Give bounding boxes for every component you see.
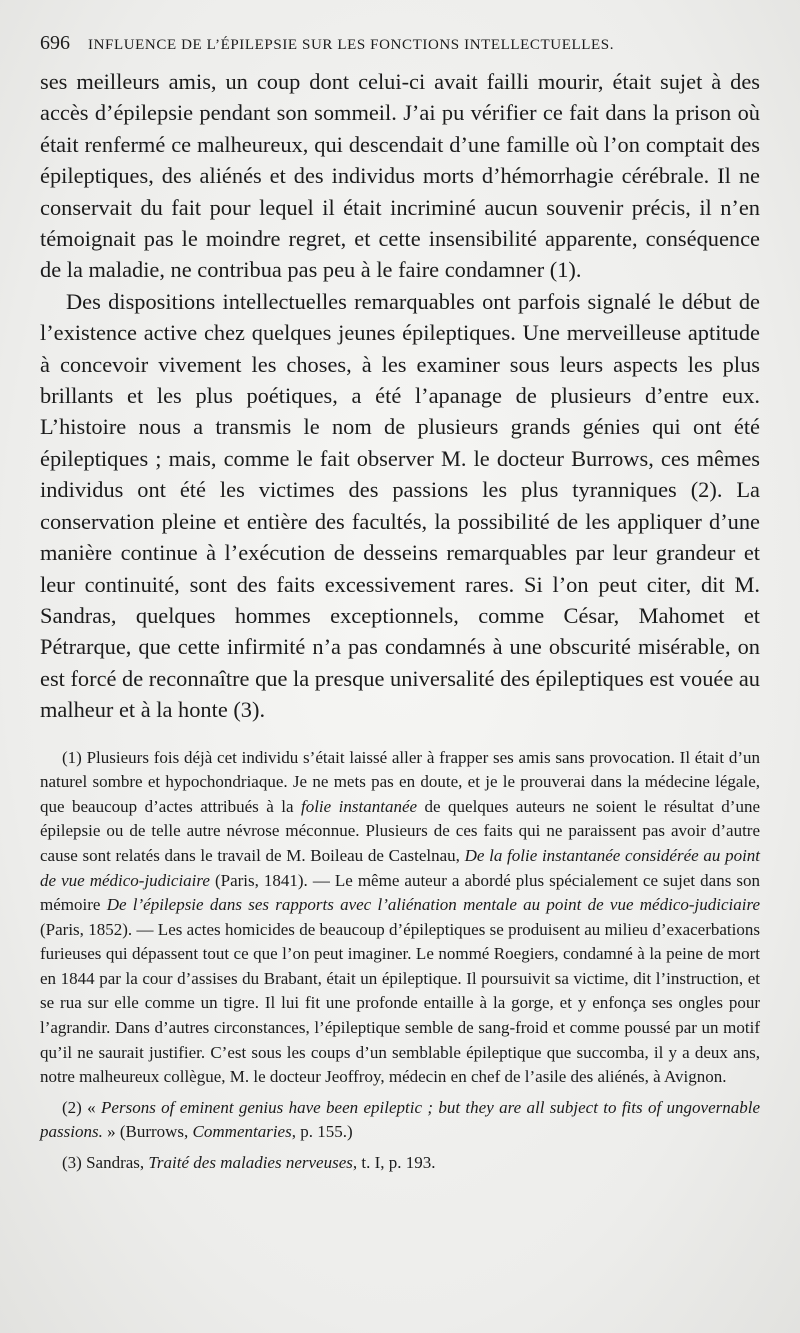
page-number: 696 — [40, 32, 70, 54]
body-text — [40, 66, 760, 726]
running-title: INFLUENCE DE L’ÉPILEPSIE SUR LES FONCTIONS INTELLECTUELLES. — [88, 37, 615, 53]
paragraph: ses meilleurs amis, un coup dont celui-ci avait failli mourir, était sujet à des accès d’épilepsie pendant son sommeil. J’ai pu vérifier ce fait dans la prison où était renfermé ce malheureux, qui descendait d’une famille où l’on comptait des épileptiques, des aliénés et des individus morts d’hémorrhagie cérébrale. Il ne conservait du fait pour lequel il était incriminé aucun souvenir précis, il n’en témoignait pas le moindre regret, et cette insensibilité apparente, conséquence de la maladie, ne contribua pas peu à le faire condamner (1). — [40, 69, 760, 283]
footnote-text: Sandras, — [81, 1153, 149, 1173]
footnote-italic-text: De l’épilepsie dans ses rapports avec l’aliénation mentale au point de vue médico-judiciaire — [106, 895, 760, 915]
footnote-italic-text: folie instantanée — [300, 796, 418, 816]
footnote-italic-text: Commentaries — [192, 1122, 292, 1142]
footnote-text: (Paris, 1841). — Le même auteur a abordé plus spécialement ce sujet dans son mémoire — [40, 870, 760, 915]
footnotes — [40, 746, 760, 1176]
footnote-text: de quelques auteurs ne soient le résultat d’une épilepsie ou de telle autre névrose méconnue. Plusieurs de ces faits qui ne paraissent pas avoir d’autre cause sont relatés dans le travail de M. Boileau de Castelnau, — [40, 796, 761, 865]
footnote-text: Plusieurs fois déjà cet individu s’était laissé aller à frapper ses amis sans provocation. Il était d’un naturel sombre et hypochondriaque. Je ne mets pas en doute, et je le prouverai dans la médecine légale, que beaucoup d’actes attribués à la — [40, 747, 760, 816]
footnote-text: , t. I, p. 193. — [352, 1153, 436, 1173]
footnote-marker: (1) — [62, 747, 82, 767]
footnote — [40, 1096, 760, 1145]
footnote-text: » (Burrows, — [102, 1122, 193, 1142]
footnote-text: « — [81, 1097, 102, 1117]
footnote-marker: (3) — [62, 1153, 82, 1173]
paragraph: Des dispositions intellectuelles remarquables ont parfois signalé le début de l’existence active chez quelques jeunes épileptiques. Une merveilleuse aptitude à concevoir vivement les choses, à les examiner sous leurs aspects les plus brillants et les plus poétiques, a été l’apanage de plusieurs d’entre eux. L’histoire nous a transmis le nom de plusieurs grands génies qui ont été épileptiques ; mais, comme le fait observer M. le docteur Burrows, ces mêmes individus ont été les victimes des passions les plus tyranniques (2). La conservation pleine et entière des facultés, la possibilité de les appliquer d’une manière continue à l’exécution de desseins remarquables par leur grandeur et leur continuité, sont des faits excessivement rares. Si l’on peut citer, dit M. Sandras, quelques hommes exceptionnels, comme César, Mahomet et Pétrarque, que cette infirmité n’a pas condamnés à une obscurité misérable, on est forcé de reconnaître que la presque universalité des épileptiques est vouée au malheur et à la honte (3). — [40, 288, 760, 723]
footnote-italic-text: De la folie instantanée considérée au point de vue médico-judiciaire — [40, 845, 761, 890]
footnote-marker: (2) — [62, 1097, 82, 1117]
running-header — [40, 32, 760, 66]
footnote-text: (Paris, 1852). — Les actes homicides de beaucoup d’épileptiques se produisent au milieu d’exacerbations furieuses qui dépassent tout ce que l’on peut imaginer. Le nommé Roegiers, condamné à la peine de mort en 1844 par la cour d’assises du Brabant, était un épileptique. Il poursuivit sa victime, dit l’instruction, et se rua sur elle comme un tigre. Il lui fit une profonde entaille à la gorge, et y enfonça ses ongles pour l’agrandir. Dans d’autres circonstances, l’épileptique semble de sang-froid et comme poussé par un motif qu’il ne saurait justifier. C’est sous les coups d’un semblable épileptique que succomba, il y a deux ans, notre malheureux collègue, M. le docteur Jeoffroy, médecin en chef de l’asile des aliénés, à Avignon. — [40, 919, 760, 1087]
footnote-text: , p. 155.) — [291, 1122, 353, 1142]
footnote-italic-text: Persons of eminent genius have been epileptic ; but they are all subject to fits of ungovernable passions. — [40, 1097, 761, 1142]
footnote — [40, 1151, 760, 1176]
footnote — [40, 746, 760, 1090]
footnote-italic-text: Traité des maladies nerveuses — [148, 1153, 353, 1173]
